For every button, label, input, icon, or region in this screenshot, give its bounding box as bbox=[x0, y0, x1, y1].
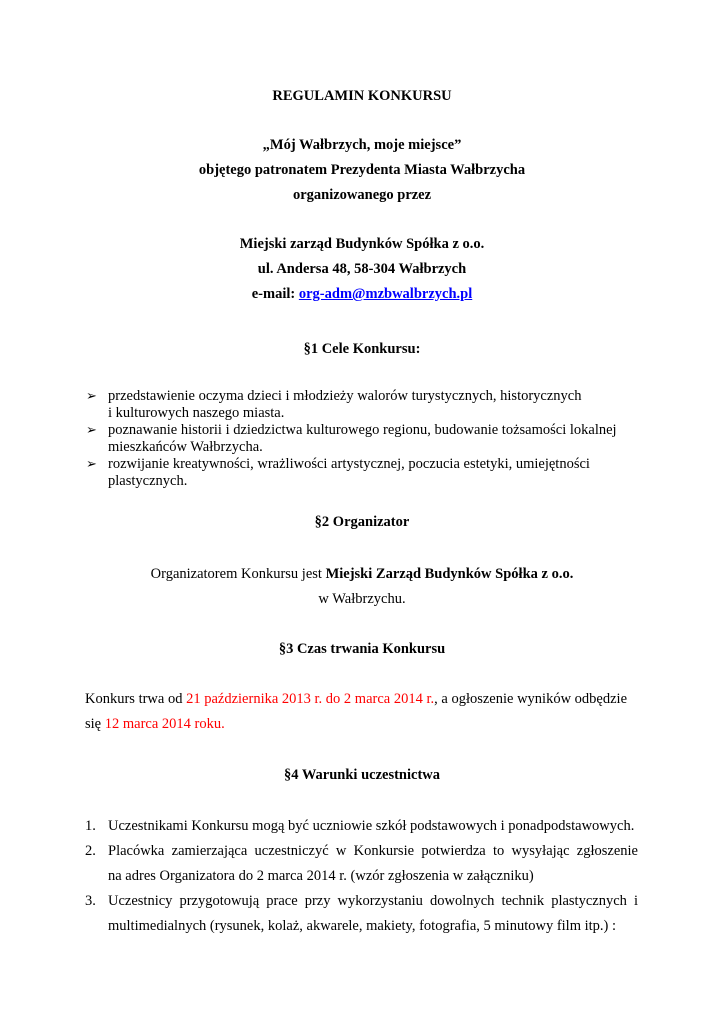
bullet-arrow-icon: ➢ bbox=[86, 456, 97, 471]
bullet-arrow-icon: ➢ bbox=[86, 388, 97, 403]
results-date: 12 marca 2014 roku. bbox=[104, 716, 225, 732]
results-prefix: się bbox=[85, 716, 105, 732]
condition-item-3-line1: Uczestnicy przygotowują prace przy wykorzystaniu dowolnych technik plastycznych i bbox=[108, 893, 638, 909]
organizer-name: Miejski zarząd Budynków Spółka z o.o. bbox=[239, 236, 485, 252]
organizer-address: ul. Andersa 48, 58-304 Wałbrzych bbox=[257, 261, 467, 277]
condition-number-1: 1. bbox=[85, 818, 96, 834]
goal-item-3-line2: plastycznych. bbox=[108, 473, 188, 489]
section1-heading: §1 Cele Konkursu: bbox=[303, 341, 421, 357]
section4-heading: §4 Warunki uczestnictwa bbox=[283, 767, 441, 783]
contest-name: „Mój Wałbrzych, moje miejsce” bbox=[262, 137, 462, 153]
section3-heading: §3 Czas trwania Konkursu bbox=[278, 641, 446, 657]
duration-paragraph-line2 bbox=[85, 715, 225, 733]
duration-paragraph-line1 bbox=[85, 690, 641, 708]
condition-item-3-line2: multimedialnych (rysunek, kolaż, akwarele, makiety, fotografia, 5 minutowy film itp.) : bbox=[108, 918, 617, 934]
email-link[interactable]: org-adm@mzbwalbrzych.pl bbox=[298, 286, 473, 302]
duration-suffix: , a ogłoszenie wyników odbędzie bbox=[434, 691, 628, 707]
condition-item-1-line1: Uczestnikami Konkursu mogą być uczniowie szkół podstawowych i ponadpodstawowych. bbox=[108, 818, 635, 834]
condition-item-2-line1: Placówka zamierzająca uczestniczyć w Konkursie potwierdza to wysyłając zgłoszenie bbox=[108, 843, 638, 859]
goal-item-1-line2: i kulturowych naszego miasta. bbox=[108, 405, 285, 421]
organizer-statement-name: Miejski Zarząd Budynków Spółka z o.o. bbox=[325, 566, 574, 582]
document-title: REGULAMIN KONKURSU bbox=[272, 88, 452, 104]
duration-dates: 21 października 2013 r. do 2 marca 2014 r. bbox=[186, 691, 435, 707]
organizer-statement bbox=[0, 565, 724, 583]
condition-number-3: 3. bbox=[85, 893, 96, 909]
organizer-statement-prefix: Organizatorem Konkursu jest bbox=[150, 566, 326, 582]
bullet-arrow-icon: ➢ bbox=[86, 422, 97, 437]
goal-item-2-line2: mieszkańców Wałbrzycha. bbox=[108, 439, 263, 455]
goal-item-3-line1: rozwijanie kreatywności, wrażliwości artystycznej, poczucia estetyki, umiejętności bbox=[108, 456, 590, 472]
organized-by-line: organizowanego przez bbox=[292, 187, 432, 203]
condition-item-2-line2: na adres Organizatora do 2 marca 2014 r. (wzór zgłoszenia w załączniku) bbox=[108, 868, 534, 884]
patronage-line: objętego patronatem Prezydenta Miasta Wałbrzycha bbox=[198, 162, 526, 178]
section2-heading: §2 Organizator bbox=[314, 514, 410, 530]
goal-item-2-line1: poznawanie historii i dziedzictwa kulturowego regionu, budowanie tożsamości lokalnej bbox=[108, 422, 617, 438]
email-label: e-mail: bbox=[251, 286, 299, 302]
duration-prefix: Konkurs trwa od bbox=[85, 691, 187, 707]
goal-item-1-line1: przedstawienie oczyma dzieci i młodzieży walorów turystycznych, historycznych bbox=[108, 388, 582, 404]
organizer-email-line bbox=[0, 285, 724, 303]
condition-number-2: 2. bbox=[85, 843, 96, 859]
organizer-statement-city: w Wałbrzychu. bbox=[318, 591, 406, 607]
